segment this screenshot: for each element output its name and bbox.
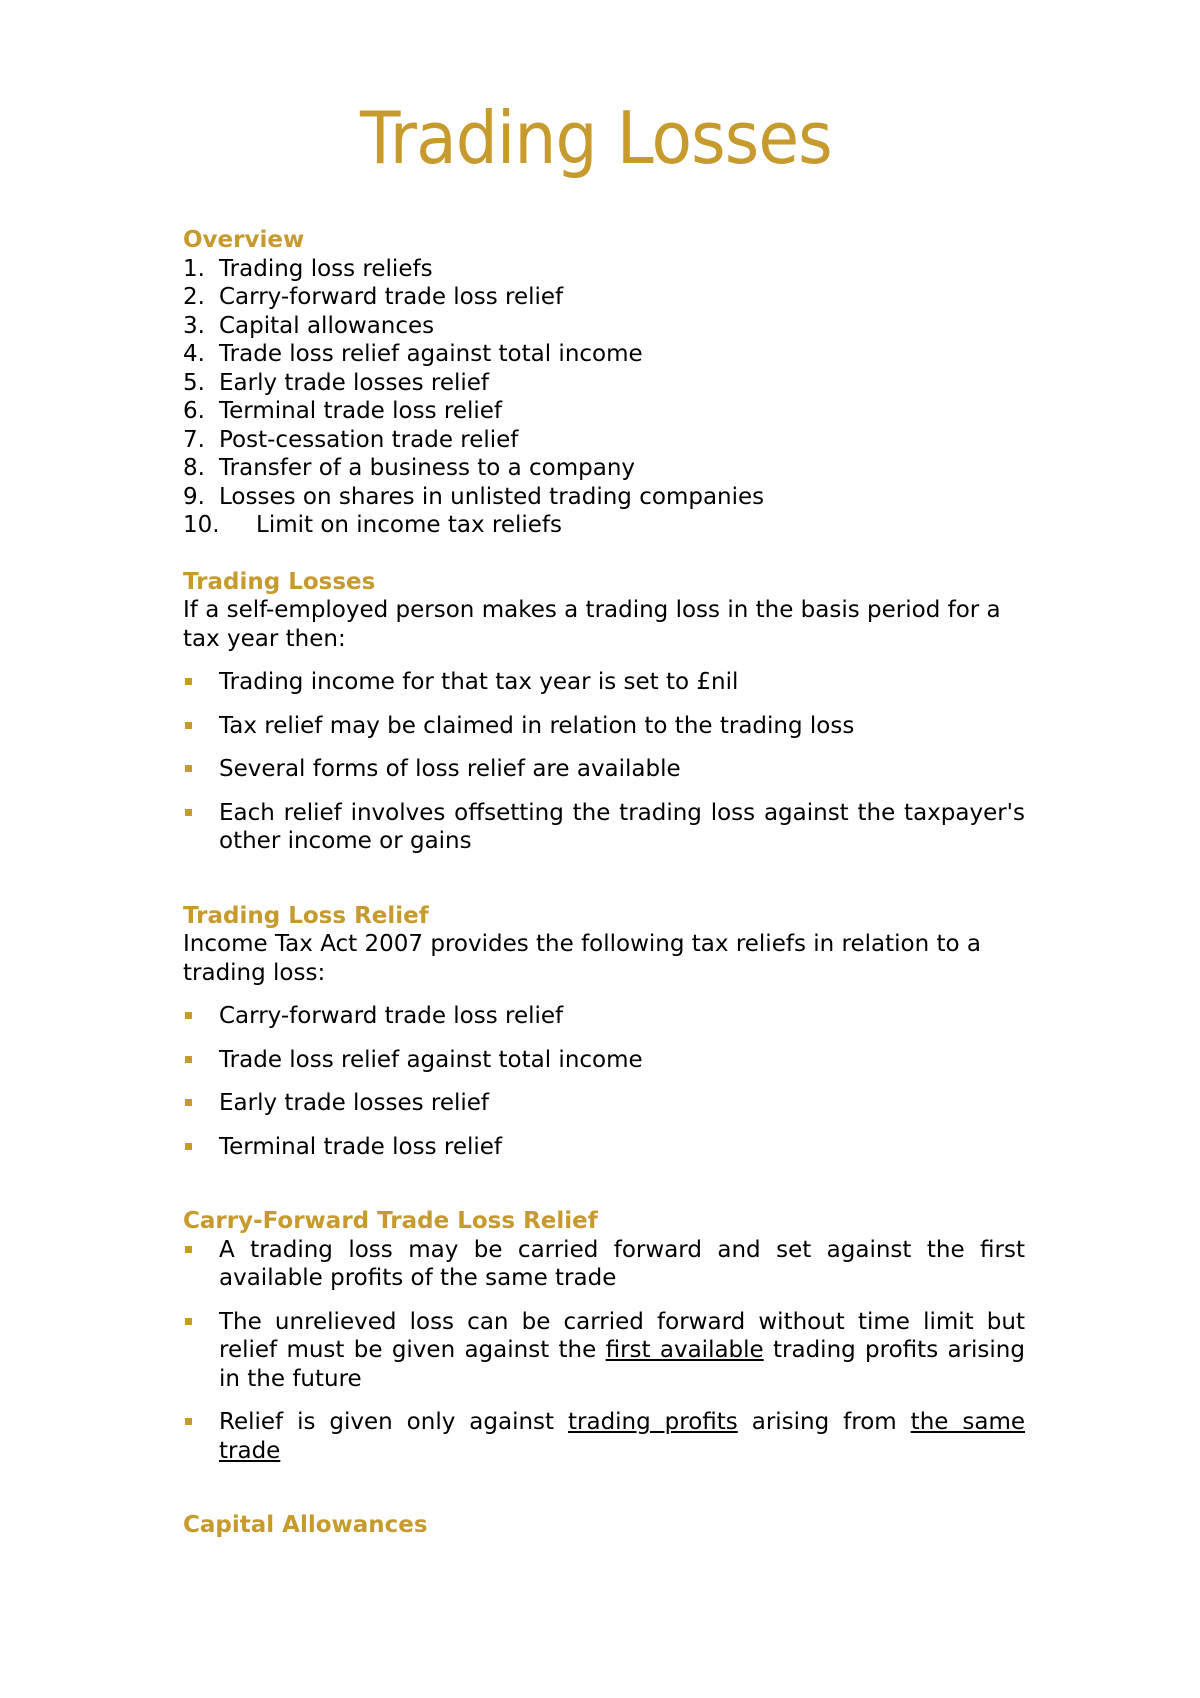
page-title: Trading Losses bbox=[360, 96, 832, 180]
list-item: 2. Carry-forward trade loss relief bbox=[183, 284, 564, 310]
list-item: Terminal trade loss relief bbox=[183, 1133, 1025, 1162]
bullet-icon bbox=[185, 1246, 192, 1253]
bullet-icon bbox=[185, 1056, 192, 1063]
trading-losses-heading: Trading Losses bbox=[183, 568, 376, 595]
trading-losses-list bbox=[183, 668, 1025, 856]
list-item: 10. Limit on income tax reliefs bbox=[183, 512, 562, 538]
bullet-icon bbox=[185, 1012, 192, 1019]
carry-forward-list bbox=[183, 1236, 1025, 1466]
list-item: 6. Terminal trade loss relief bbox=[183, 398, 503, 424]
list-item: Tax relief may be claimed in relation to the trading loss bbox=[183, 712, 1025, 741]
bullet-icon bbox=[185, 809, 192, 816]
trading-loss-relief-heading: Trading Loss Relief bbox=[183, 902, 429, 929]
bullet-icon bbox=[185, 1418, 192, 1425]
overview-heading: Overview bbox=[183, 227, 305, 253]
list-item: 4. Trade loss relief against total income bbox=[183, 341, 643, 367]
list-item: 5. Early trade losses relief bbox=[183, 369, 490, 396]
bullet-icon bbox=[185, 722, 192, 729]
bullet-icon bbox=[185, 1143, 192, 1150]
list-item: The unrelieved loss can be carried forward without time limit but relief must be given against the first available trading profits arising in the future bbox=[183, 1308, 1025, 1394]
overview-list bbox=[183, 255, 1025, 540]
bullet-icon bbox=[185, 765, 192, 772]
list-item: Carry-forward trade loss relief bbox=[183, 1002, 1025, 1031]
capital-allowances-heading: Capital Allowances bbox=[183, 1512, 428, 1538]
document-body bbox=[183, 226, 1025, 1540]
list-item: 9. Losses on shares in unlisted trading companies bbox=[183, 483, 765, 510]
list-item: Trade loss relief against total income bbox=[183, 1046, 1025, 1075]
list-item: A trading loss may be carried forward and set against the first available profits of the same trade bbox=[183, 1236, 1025, 1293]
list-item: 7. Post-cessation trade relief bbox=[183, 426, 519, 453]
bullet-icon bbox=[185, 678, 192, 685]
list-item: 1. Trading loss reliefs bbox=[183, 255, 433, 282]
list-item: 8. Transfer of a business to a company bbox=[183, 455, 636, 481]
bullet-icon bbox=[185, 1318, 192, 1325]
trading-losses-intro: If a self-employed person makes a trading loss in the basis period for a tax year then: bbox=[183, 597, 1001, 652]
list-item: Trading income for that tax year is set to £nil bbox=[183, 668, 1025, 697]
list-item: Relief is given only against trading profits arising from the same trade bbox=[183, 1408, 1025, 1465]
trading-loss-relief-intro: Income Tax Act 2007 provides the following tax reliefs in relation to a trading loss: bbox=[183, 931, 981, 986]
list-item: Each relief involves offsetting the trading loss against the taxpayer's other income or gains bbox=[183, 799, 1025, 856]
bullet-icon bbox=[185, 1099, 192, 1106]
trading-loss-relief-list bbox=[183, 1002, 1025, 1161]
list-item: Early trade losses relief bbox=[183, 1089, 1025, 1118]
list-item: 3. Capital allowances bbox=[183, 312, 435, 339]
list-item: Several forms of loss relief are available bbox=[183, 755, 1025, 784]
carry-forward-heading: Carry-Forward Trade Loss Relief bbox=[183, 1208, 598, 1234]
